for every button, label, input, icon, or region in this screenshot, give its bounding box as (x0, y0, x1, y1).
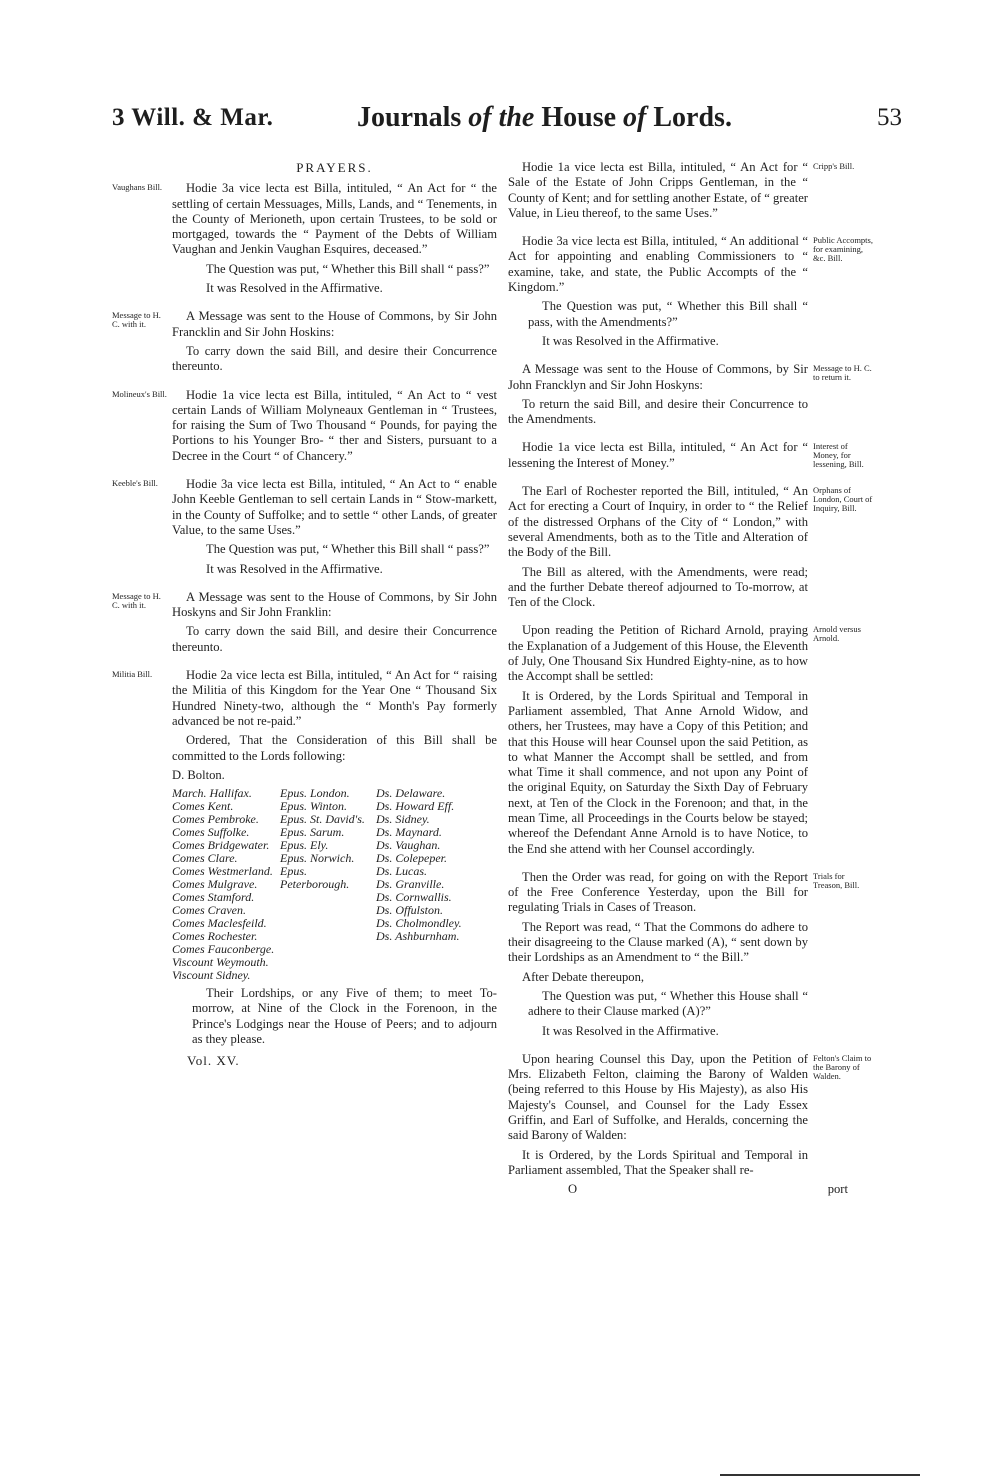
lord-name: Comes Fauconberge. (172, 942, 275, 957)
lord-name: Epus. St. David's. (280, 812, 365, 827)
catchline (568, 1182, 848, 1197)
entry-text: Upon hearing Counsel this Day, upon the Petition of Mrs. Elizabeth Felton, claiming the Barony of Walden (being referred to this House by His Majesty), as also His Majesty's Counsel, and Counsel for the Lady Essex Griffin, and Earl of Suffolke, and Heralds, concerning the said Barony of Walden: (508, 1051, 808, 1143)
lord-name: Comes Clare. (172, 851, 238, 866)
page-number: 53 (877, 104, 902, 131)
resolution-text: It was Resolved in the Affirmative. (206, 281, 383, 296)
lord-name: Comes Suffolke. (172, 825, 250, 840)
entry-arnold (508, 623, 868, 856)
entry-militia-bill (112, 668, 497, 1069)
title-word: House (541, 102, 617, 133)
entry-text: Hodie 3a vice lecta est Billa, intituled, “ An additional “ Act for appointing and enabling Commissioners to “ examine, take, and state, the Public Accompts of the “ Kingdom.” (508, 234, 808, 295)
left-column (112, 160, 497, 1082)
margin-note: Keeble's Bill. (112, 478, 158, 489)
entry-message (112, 590, 497, 655)
lord-name: Ds. Howard Eff. (376, 799, 455, 814)
signature-mark: O (568, 1182, 578, 1197)
entry-keeble-bill (112, 477, 497, 577)
entry-public-accompts (508, 234, 873, 349)
entry-text: To carry down the said Bill, and desire their Concurrence thereunto. (172, 343, 497, 374)
entry-text: Hodie 1a vice lecta est Billa, intituled, “ An Act to “ vest certain Lands of William Molyneaux Gentleman in “ Trustees, for raising the Sum of Two Thousand “ Pounds, for paying the Portions to his Younger Bro- “ ther and Sisters, pursuant to a Decree in the Court “ of Chancery.” (172, 387, 497, 463)
lords-column (280, 787, 376, 982)
volume-signature: Vol. XV. (187, 1053, 240, 1069)
order-text: Ordered, That the Consideration of this Bill shall be committed to the Lords following: (172, 733, 497, 763)
lord-name: Ds. Offulston. (376, 903, 444, 918)
entry-message (508, 362, 872, 427)
catchword: port (827, 1182, 848, 1197)
lord-name: Epus. Peterborough. (280, 864, 350, 892)
lords-column (376, 787, 482, 982)
lord-name: Comes Craven. (172, 903, 246, 918)
entry-cripps-bill (508, 160, 868, 221)
title-word: of the (468, 102, 535, 133)
title-word: Journals (357, 102, 462, 133)
entry-text: After Debate thereupon, (522, 969, 645, 984)
lord-name: Viscount Weymouth. (172, 955, 269, 970)
lord-name: Epus. Ely. (280, 838, 329, 853)
question-text: The Question was put, “ Whether this Bill shall “ pass?” (206, 542, 490, 557)
regnal-year: 3 Will. & Mar. (112, 104, 274, 131)
title-word: of (623, 102, 647, 133)
lord-name: Ds. Ashburnham. (376, 929, 460, 944)
margin-note: Message to H. C. with it. (112, 310, 161, 330)
question-text: The Question was put, “ Whether this Bill shall “ pass, with the Amendments?” (528, 299, 808, 329)
entry-text: Upon reading the Petition of Richard Arnold, praying the Explanation of a Judgement of this House, the Eleventh of July, One Thousand Six Hundred Eighty-nine, as to how the Accompt shall be settled: (508, 623, 808, 684)
margin-note: Trials for Treason, Bill. (813, 870, 860, 890)
lord-name: March. Hallifax. (172, 786, 252, 801)
order-text: It is Ordered, by the Lords Spiritual and Temporal in Parliament assembled, That Anne Arnold Widow, and others, her Trustees, may have a Copy of this Petition; and that this House will hear Counsel upon the said Petition, as to what Manner the Accompt shall be settled, and from what Time it shall commence, and not upon any Point of the original Equity, on Saturday the Sixth Day of February next, at Ten of the Clock in the Forenoon; and that, in the mean Time, all Proceedings in the Courts below be stayed; whereof the Defendant Anne Arnold is to have Notice, to the End she attend with her Counsel accordingly. (508, 688, 808, 856)
entry-text: The Report was read, “ That the Commons do adhere to their disagreeing to the Clause marked (A), “ sent down by their Lordships as an Amendment to “ the Bill.” (508, 919, 808, 965)
lords-list (172, 787, 497, 982)
entry-molineux-bill (112, 388, 497, 464)
entry-text: The Earl of Rochester reported the Bill, intituled, “ An Act for erecting a Court of Inquiry, in order to “ the Relief of the distressed Orphans of the City of “ London,” with several Amendments, both as to the Title and Alteration of the Body of the Bill. (508, 484, 808, 560)
entry-text: Then the Order was read, for going on with the Report of the Free Conference Yesterday, upon the Bill for regulating Trials in Cases of Treason. (508, 869, 808, 915)
lord-name: Comes Westmerland. (172, 864, 273, 879)
entry-text: To return the said Bill, and desire their Concurrence to the Amendments. (508, 396, 808, 427)
lord-name: Viscount Sidney. (172, 968, 251, 983)
entry-message (112, 309, 497, 374)
lord-name: Comes Stamford. (172, 890, 255, 905)
entry-text: A Message was sent to the House of Commons, by Sir John Francklyn and Sir John Hoskyns: (508, 362, 808, 392)
lord-name: Ds. Delaware. (376, 786, 446, 801)
entry-text: A Message was sent to the House of Commons, by Sir John Hoskyns and Sir John Franklin: (172, 589, 497, 620)
lord-name: Ds. Maynard. (376, 825, 442, 840)
lord-name: Epus. London. (280, 786, 350, 801)
question-text: The Question was put, “ Whether this House shall “ adhere to their Clause marked (A)?” (528, 988, 808, 1019)
margin-note: Cripp's Bill. (813, 161, 855, 171)
entry-text: Hodie 1a vice lecta est Billa, intituled, “ An Act for “ lessening the Interest of Money.” (508, 440, 808, 470)
meeting-text: Their Lordships, or any Five of them; to meet To-morrow, at Nine of the Clock in the Forenoon, in the Prince's Lodgings near the House of Peers; and to adjourn as they please. (192, 986, 497, 1046)
entry-text: A Message was sent to the House of Commons, by Sir John Francklin and Sir John Hoskins: (172, 309, 497, 339)
lord-name: Ds. Vaughan. (376, 838, 441, 853)
margin-note: Message to H. C. to return it. (813, 363, 872, 383)
question-text: The Question was put, “ Whether this Bill shall “ pass?” (206, 261, 490, 276)
entry-text: Hodie 3a vice lecta est Billa, intituled, “ An Act to “ enable John Keeble Gentleman to sell certain Lands in “ Stow-markett, in the County of Suffolke; and to settle “ other Lands, of greater Value, to the same Uses.” (172, 477, 497, 537)
entry-vaughans-bill (112, 181, 497, 296)
lord-name: Comes Kent. (172, 799, 234, 814)
margin-note: Vaughans Bill. (112, 182, 163, 193)
margin-note: Interest of Money, for lessening, Bill. (813, 441, 864, 470)
entry-orphans-bill (508, 484, 873, 610)
lord-name: Comes Bridgewater. (172, 838, 270, 853)
lord-name: Comes Maclesfeild. (172, 916, 267, 931)
margin-note: Message to H. C. with it. (112, 590, 161, 610)
entry-text: Hodie 1a vice lecta est Billa, intituled, “ An Act for “ Sale of the Estate of John Cripps Gentleman, in the “ County of Kent; and for settling another Estate, of “ greater Value, in Lieu thereof, to the same Uses.” (508, 160, 808, 220)
lord-name: Epus. Norwich. (280, 851, 355, 866)
margin-note: Felton's Claim to the Barony of Walden. (813, 1052, 872, 1081)
resolution-text: It was Resolved in the Affirmative. (542, 1023, 719, 1038)
entry-text: Hodie 3a vice lecta est Billa, intituled, “ An Act for “ the settling of certain Messuages, Mills, Lands, and “ Tenements, in the County of Merioneth, upon certain Trustees, to be sold or mortgaged, towards the “ Payment of the Debts of William Vaughan and Jenkin Vaughan Esquires, deceased.” (172, 181, 497, 257)
margin-note: Molineux's Bill. (112, 388, 167, 399)
page-header (112, 100, 902, 150)
lord-name: Ds. Colepeper. (376, 851, 447, 866)
entry-felton-claim (508, 1051, 872, 1198)
lord-name: Ds. Sidney. (376, 812, 430, 827)
lord-name: Ds. Granville. (376, 877, 445, 892)
title-word: Lords. (653, 102, 732, 133)
margin-note: Militia Bill. (112, 669, 153, 680)
lord-name: Ds. Lucas. (376, 864, 428, 879)
lords-column (172, 787, 280, 982)
section-heading: PRAYERS. (296, 160, 373, 175)
entry-interest-bill (508, 440, 868, 471)
bottom-rule (720, 1474, 920, 1476)
lord-name: Comes Pembroke. (172, 812, 259, 827)
lord-name: Epus. Sarum. (280, 825, 345, 840)
order-text: It is Ordered, by the Lords Spiritual and Temporal in Parliament assembled, That the Speaker shall re- (508, 1147, 808, 1177)
entry-text: To carry down the said Bill, and desire their Concurrence thereunto. (172, 624, 497, 654)
journal-title (357, 102, 732, 134)
lord-name: Ds. Cornwallis. (376, 890, 452, 905)
lord-name: Comes Mulgrave. (172, 877, 258, 892)
entry-text: The Bill as altered, with the Amendments, were read; and the further Debate thereof adjourned to To-morrow, at Ten of the Clock. (508, 564, 808, 610)
resolution-text: It was Resolved in the Affirmative. (206, 561, 383, 576)
lord-name: Ds. Cholmondley. (376, 916, 462, 931)
margin-note: Public Accompts, for examining, &c. Bill. (813, 235, 873, 264)
lord-name: Comes Rochester. (172, 929, 258, 944)
entry-treason-trials (508, 870, 868, 1039)
entry-text: Hodie 2a vice lecta est Billa, intituled, “ An Act for “ raising the Militia of this Kingdom for the Year One “ Thousand Six Hundred Ninety-two, although the “ Month's Pay formerly advanced be not re-paid.” (172, 668, 497, 728)
right-column (508, 160, 873, 1211)
lords-heading: D. Bolton. (172, 767, 225, 782)
margin-note: Arnold versus Arnold. (813, 624, 861, 644)
resolution-text: It was Resolved in the Affirmative. (542, 333, 719, 348)
margin-note: Orphans of London, Court of Inquiry, Bill. (813, 485, 873, 514)
lord-name: Epus. Winton. (280, 799, 348, 814)
